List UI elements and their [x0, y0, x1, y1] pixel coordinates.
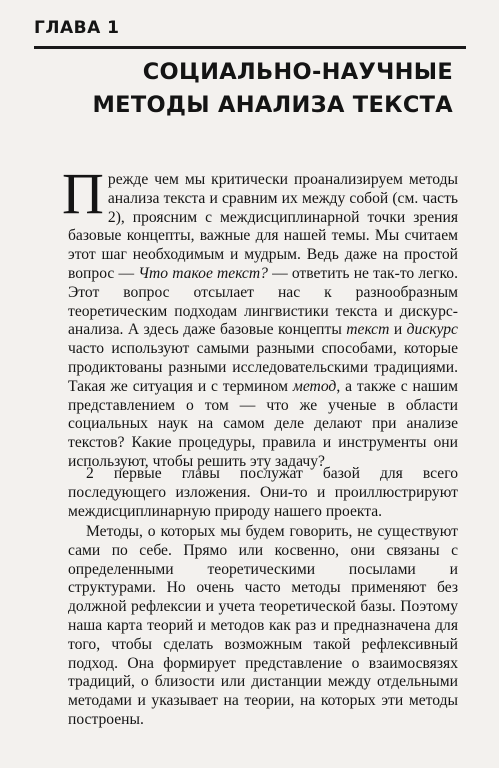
- drop-cap: П: [62, 161, 104, 226]
- p1-text-2: — ответить не так-то легко. Этот вопрос отсылает нас к разнообразным теоретическим подходам лингвистики текста и дискурс-анализа. А здесь даже базовые концепты: [68, 264, 458, 339]
- chapter-title-line-2: МЕТОДЫ АНАЛИЗА ТЕКСТА: [92, 92, 453, 118]
- term-discourse: дискурс: [406, 321, 458, 339]
- term-text: текст: [346, 321, 390, 339]
- p1-text-4: часто используют самыми разными способами, которые продиктованы разными исследовательскими традициями. Такая же ситуация и с термином: [68, 340, 458, 395]
- paragraph-1: [62, 161, 458, 472]
- chapter-title-line-1: СОЦИАЛЬНО-НАУЧНЫЕ: [142, 59, 453, 85]
- chapter-label: ГЛАВА 1: [34, 18, 120, 38]
- p1-text-1: режде чем мы критически проанализируем методы анализа текста и сравним их между собой (см. часть 2), проясним с междисциплинарной точки зрения базовые концепты, важные для нашей темы. Мы считаем этот шаг необходимым и мудрым. Ведь даже на простой вопрос —: [68, 171, 458, 282]
- term-method: метод: [292, 377, 337, 395]
- paragraph-2: 2 первые главы послужат базой для всего последующего изложения. Они-то и проиллюстрируют междисциплинарную природу нашего проекта.: [68, 465, 458, 520]
- paragraph-3: Методы, о которых мы будем говорить, не существуют сами по себе. Прямо или косвенно, они связаны с определенными теоретическими посылами и структурами. Но очень часто методы применяют без должной рефлексии и учета теоретической базы. Поэтому наша карта теорий и методов как раз и предназначена для того, чтобы сделать возможным такой рефлексивный подход. Она формирует представление о взаимосвязях традиций, о близости или дистанции между отдельными методами и указывает на теории, на которых эти методы построены.: [68, 523, 458, 728]
- p1-text-3: и: [389, 321, 407, 339]
- header-rule: [34, 46, 466, 49]
- p1-text-5: , а также с нашим представлением о том — что же ученые в области социальных наук на самом деле делают при анализе текстов? Какие процедуры, правила и инструменты они используют, чтобы решить эту задачу?: [68, 377, 458, 470]
- chapter-title: [92, 56, 453, 122]
- p1-question: Что такое текст?: [138, 264, 268, 282]
